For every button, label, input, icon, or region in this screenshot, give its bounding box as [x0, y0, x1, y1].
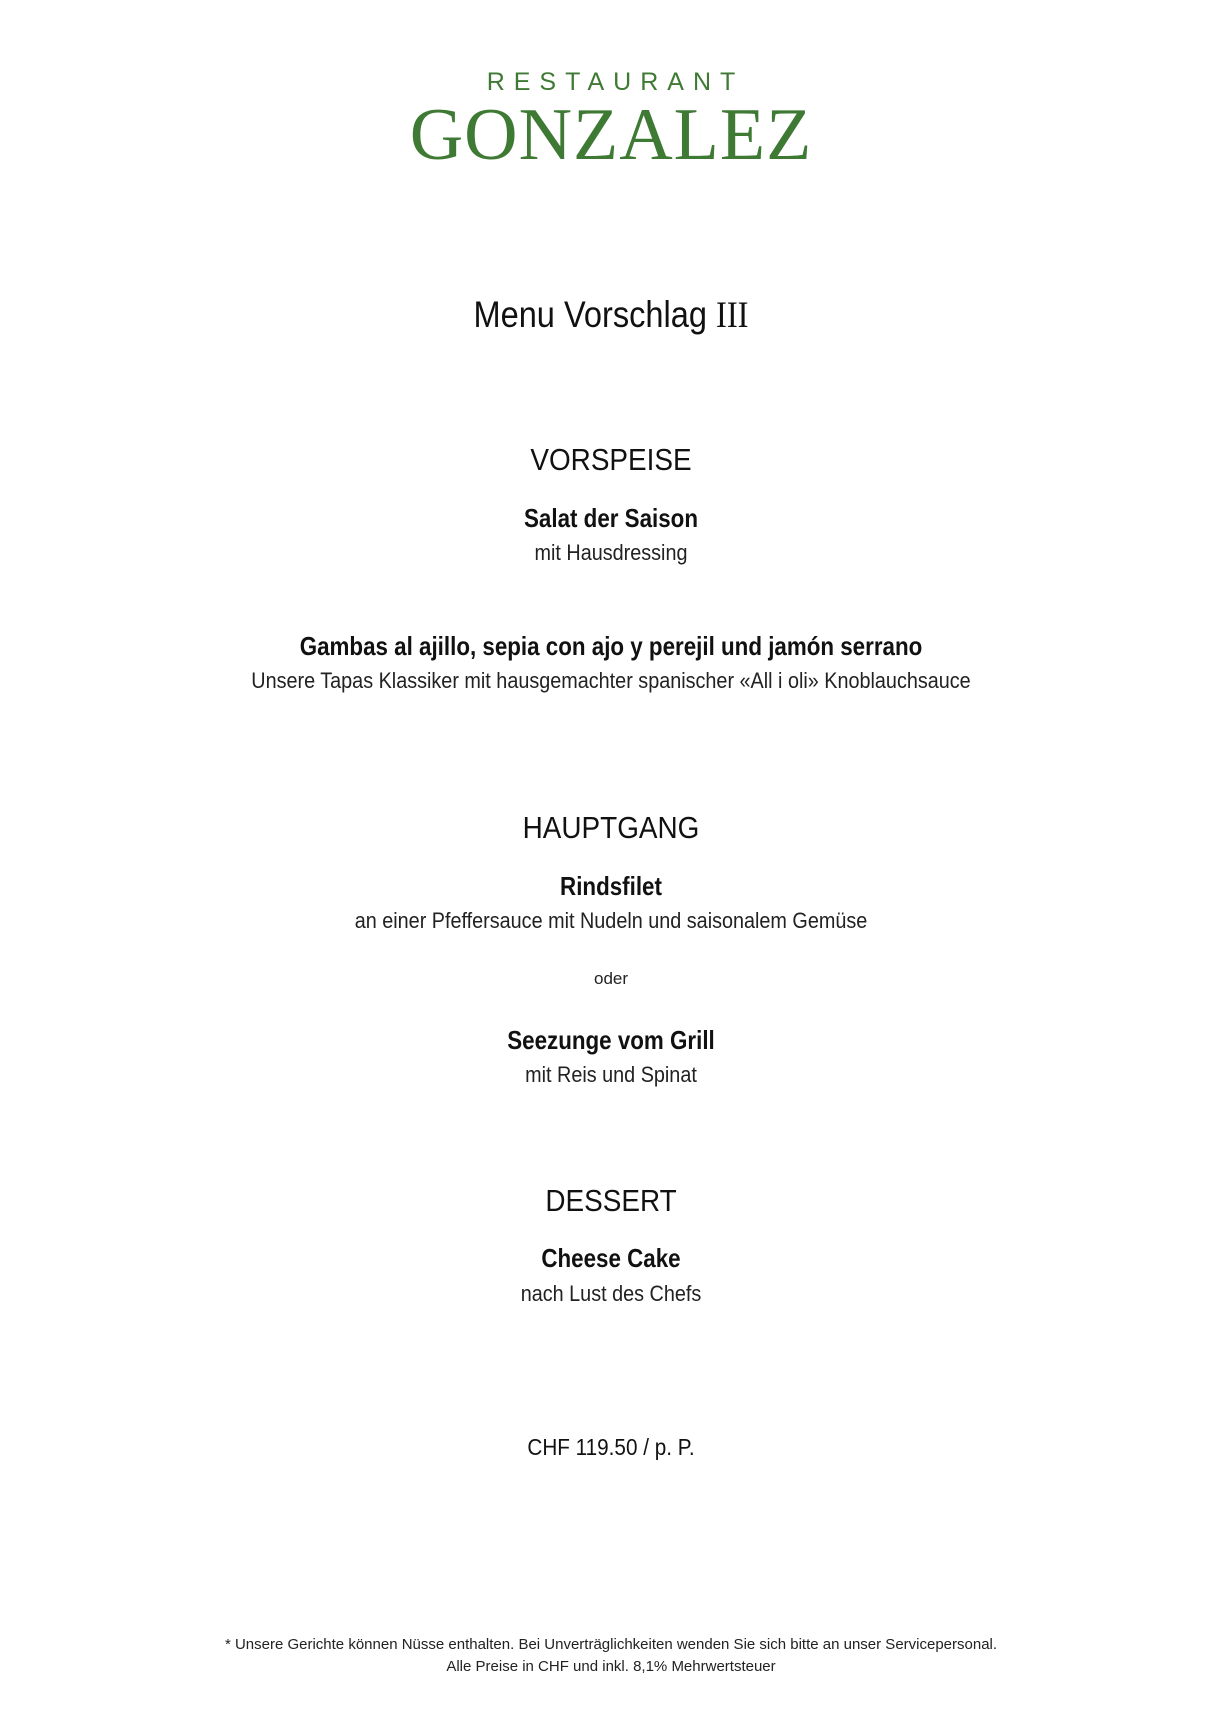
footer-allergen-note: * Unsere Gerichte können Nüsse enthalten. Bei Unverträglichkeiten wenden Sie sich bitte an unser Servicepersonal.	[224, 1636, 998, 1653]
dish-name: Seezunge vom Grill	[507, 1025, 715, 1055]
section-heading-vorspeise: VORSPEISE	[530, 442, 692, 477]
menu-title	[73, 294, 1148, 337]
footer-vat-note: Alle Preise in CHF und inkl. 8,1% Mehrwertsteuer	[446, 1658, 776, 1675]
menu-title-number: III	[715, 295, 749, 336]
menu-price: CHF 119.50 / p. P.	[527, 1434, 695, 1460]
dish-name: Gambas al ajillo, sepia con ajo y perejil und jamón serrano	[299, 631, 923, 661]
dish-name: Cheese Cake	[541, 1243, 681, 1273]
logo-restaurant-name: GONZALEZ	[409, 94, 813, 176]
section-heading-dessert: DESSERT	[545, 1183, 677, 1218]
logo-restaurant-label: RESTAURANT	[486, 68, 745, 96]
dish-description: mit Reis und Spinat	[525, 1062, 697, 1087]
section-heading-hauptgang: HAUPTGANG	[522, 810, 700, 845]
dish-description: nach Lust des Chefs	[520, 1281, 702, 1306]
dish-description: mit Hausdressing	[534, 540, 688, 565]
dish-description: Unsere Tapas Klassiker mit hausgemachter spanischer «All i oli» Knoblauchsauce	[251, 668, 971, 693]
menu-title-text: Menu Vorschlag	[473, 294, 716, 335]
dish-name: Rindsfilet	[560, 871, 662, 901]
dish-separator: oder	[593, 969, 629, 988]
dish-name: Salat der Saison	[524, 503, 698, 533]
dish-description: an einer Pfeffersauce mit Nudeln und saisonalem Gemüse	[354, 908, 868, 933]
